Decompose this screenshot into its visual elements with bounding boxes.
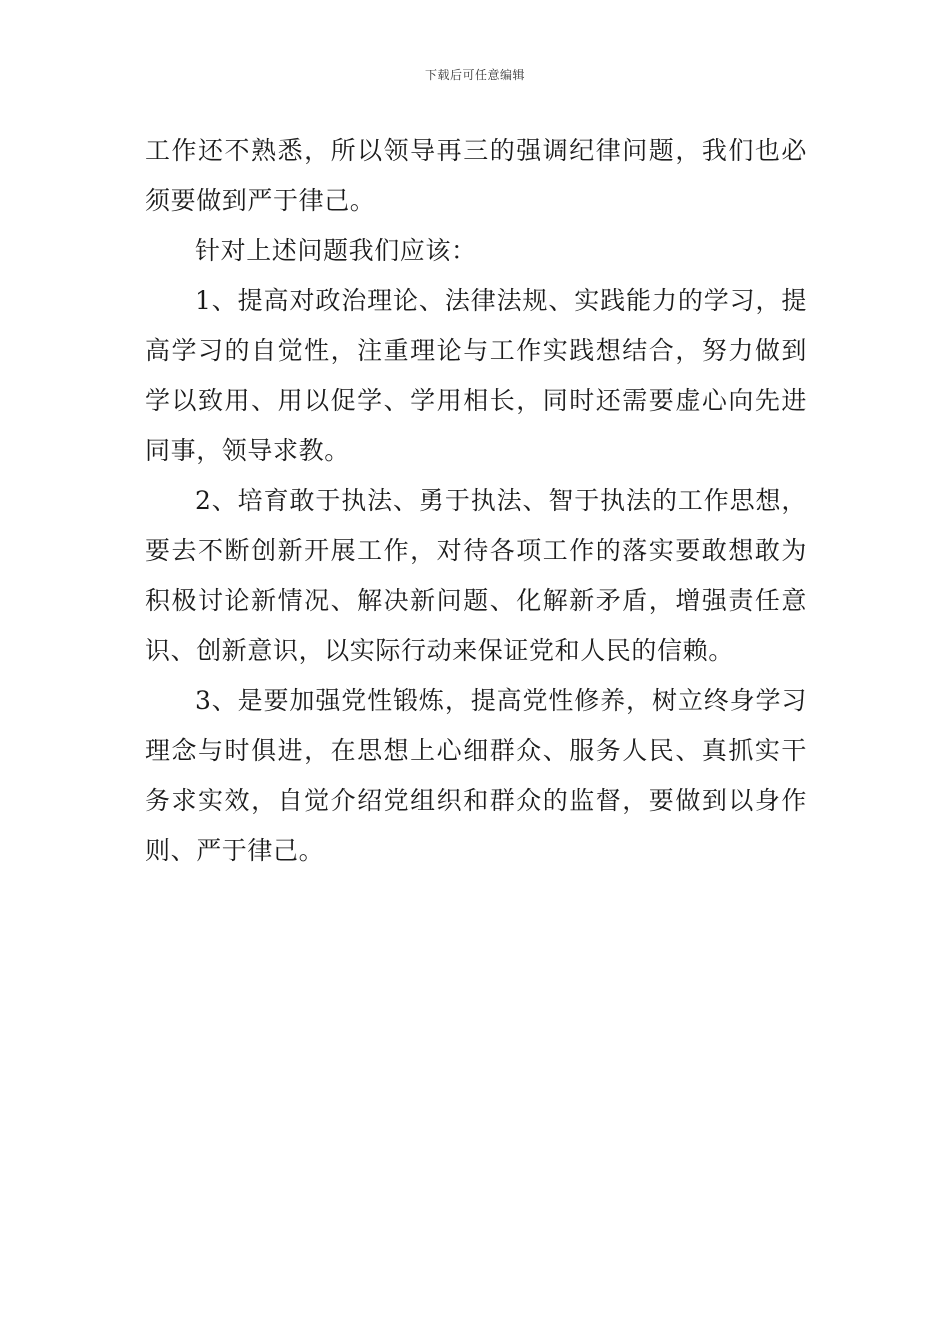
paragraph-item-3: 3、是要加强党性锻炼，提高党性修养，树立终身学习理念与时俱进，在思想上心细群众、服务人民、真抓实干务求实效，自觉介绍党组织和群众的监督，要做到以身作则、严于律己。 bbox=[145, 686, 807, 865]
paragraph-item-2: 2、培育敢于执法、勇于执法、智于执法的工作思想，要去不断创新开展工作，对待各项工作的落实要敢想敢为积极讨论新情况、解决新问题、化解新矛盾，增强责任意识、创新意识，以实际行动来保证党和人民的信赖。 bbox=[145, 486, 807, 665]
paragraph-continuation: 工作还不熟悉，所以领导再三的强调纪律问题，我们也必须要做到严于律己。 bbox=[145, 136, 807, 215]
paragraph-item-1: 1、提高对政治理论、法律法规、实践能力的学习，提高学习的自觉性，注重理论与工作实践想结合，努力做到学以致用、用以促学、学用相长，同时还需要虚心向先进同事，领导求教。 bbox=[145, 286, 807, 465]
header-note: 下载后可任意编辑 bbox=[424, 68, 525, 82]
paragraph-intro: 针对上述问题我们应该： bbox=[195, 236, 477, 265]
document-body bbox=[145, 126, 807, 876]
